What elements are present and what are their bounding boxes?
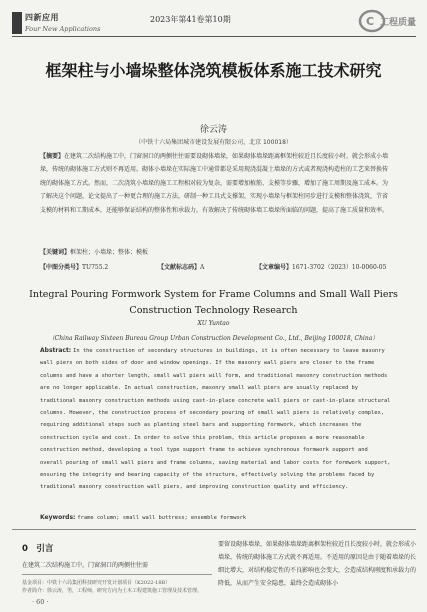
author: 徐云涛 (199, 125, 227, 135)
header-rule (12, 36, 416, 37)
article-id-value: 1671-3702（2023）10-0060-05 (292, 264, 387, 271)
keywords-label: 【关键词】 (40, 249, 71, 256)
intro-paragraph-left: 在建筑二次结构施工中，门窗洞口的两侧往往需 (22, 562, 149, 569)
column-name: 四新应用 (25, 13, 59, 22)
doc-code-label: 【文献标志码】 (158, 264, 201, 271)
keywords-text: 框架柱；小墙垛；整体；模板 (70, 249, 149, 256)
page-number: · 60 · (32, 598, 49, 606)
doc-code-value: A (200, 264, 205, 271)
clc-value: TU755.2 (82, 264, 109, 271)
keywords-en-text: frame column; small wall buttress; ensemble formwork (77, 515, 247, 521)
keywords-en-label: Keywords: (40, 514, 76, 521)
intro-paragraph-right: 要留设砌体墙垛，如果砌体墙垛距离框架柱较近且长度较小时，就会形成小墙垛，传统的砌体施工方式就不再适用。不适用的原因是由于随着墙垛的长细比增大，对结构稳定性的不良影响也会变大，会造成结构刚度和承载力的降低，从而产生安全隐患，最终会造成砌体小 (218, 541, 417, 587)
affiliation-en: （China Railway Sixteen Bureau Group Urban Construction Development Co., Ltd., Beijing 100018, China） (48, 335, 379, 342)
section-rule (12, 529, 416, 530)
footnote: 基金项目：中铁十六局集团科技研究开发计划项目（K2022-18B） 作者简介：徐云涛，男，工程师，研究方向为土木工程建筑施工管理及技术管理。 (22, 580, 203, 594)
issue-label: 2023年第41卷第10期 (150, 15, 231, 24)
clc-label: 【中图分类号】 (40, 264, 83, 271)
footnote-rule (22, 574, 212, 575)
column-name-en: Four New Applications (25, 25, 101, 33)
journal-logo (358, 8, 416, 34)
abstract (40, 150, 392, 217)
paper-title-en: Integral Pouring Formwork System for Frame Columns and Small Wall Piers Construction Technology Research (29, 289, 398, 316)
article-id-label: 【文章编号】 (256, 264, 293, 271)
affiliation: （中铁十六局集团城市建设发展有限公司，北京 100018） (135, 139, 292, 146)
column-marker (12, 12, 22, 34)
abstract-en-text: In the construction of secondary structures in buildings, it is often necessary to leave masonry wall piers on both sides of door and window openings. If the masonry wall piers are closer to the frame columns and have a shorter length, small wall piers will form, and traditional masonry construction methods are no longer applicable. In actual construction, masonry small wall piers are usually replaced by traditional masonry construction methods using cast-in-place concrete wall piers or cast-in-place structural columns. However, the construction process of secondary pouring of small wall piers is relatively complex, requiring additional steps such as planting steel bars and supporting formwork, which increases the construction cycle and cost. In order to solve this problem, this article proposes a more reasonable construction method, developing a tool type support frame to achieve synchronous formwork support and overall pouring of small wall piers and frame columns, saving material and labor costs for formwork support, ensuring the integrity and bearing capacity of the structure, effectively solving the problems faced by traditional masonry construction wall piers, and improving construction quality and efficiency. (40, 348, 391, 491)
abstract-en-label: Abstract: (40, 347, 72, 354)
abstract-en (40, 345, 392, 494)
abstract-label: 【摘要】 (40, 153, 65, 160)
abstract-text: 在建筑二次结构施工中，门窗洞口的两侧往往需要设砌体墙垛，如果砌体墙垛距离框架柱较近且长度较小时，就会形成小墙垛，传统的砌体施工方式则不再适用。砌体小墙垛在实际施工中通常都是采用现浇混凝土墙垛的方式或者现浇构造柱的工艺来替换传统的砌体施工方式。然而，二次浇筑小墙垛的施工工程相对较为复杂，需要增加植筋、支模等步骤，增加了施工周期及施工成本。为了解决这个问题，论文提出了一种更合理的施工方法，研制一种工具式支撑架，实现小墙垛与框架柱同步进行支模和整体浇筑，节省支模的材料和工期成本，还能够保证结构的整体性和承载力，有效解决了传统砌体墙工墙垛所面临的问题，提高了施工质量和效率。 (40, 153, 389, 214)
paper-title-text: 框架柱与小墙垛整体浇筑模板体系施工技术研究 (45, 61, 382, 80)
classification-row (40, 262, 392, 271)
section-heading: 0 引言 (22, 544, 54, 554)
paper-title (0, 58, 427, 84)
svg-text:C: C (366, 15, 375, 28)
svg-text:工程质量: 工程质量 (380, 18, 416, 28)
author-en: XU Yuntao (197, 320, 230, 327)
keywords-en (40, 514, 392, 521)
keywords-cn (40, 247, 392, 256)
